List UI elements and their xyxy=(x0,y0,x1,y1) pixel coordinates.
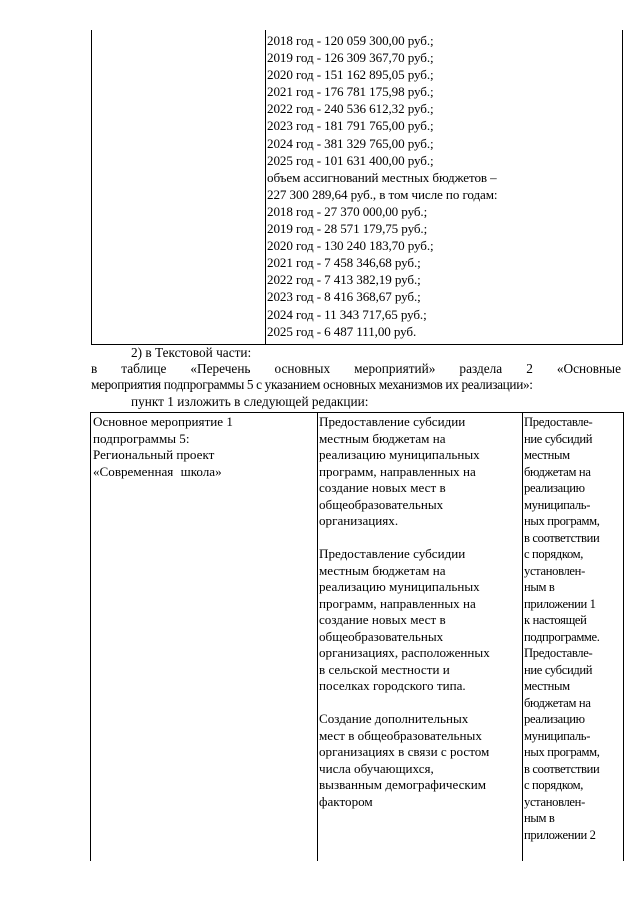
budget-line: 2024 год - 381 329 765,00 руб.; xyxy=(267,135,434,151)
budget-line: 2021 год - 7 458 346,68 руб.; xyxy=(267,255,421,271)
point-1-instruction: пункт 1 изложить в следующей редакции: xyxy=(131,394,369,409)
column-divider xyxy=(265,30,266,344)
event-line xyxy=(93,464,233,481)
description-line: общеобразовательных xyxy=(319,628,444,644)
mechanism-line: приложении 2 xyxy=(524,827,596,842)
mechanism-line: реализацию xyxy=(524,481,585,495)
mechanism-line: с порядком, xyxy=(524,778,584,792)
mechanism-line: ных программ, xyxy=(524,745,600,759)
description-line: Создание дополнительных xyxy=(319,711,469,726)
budget-line: 2020 год - 130 240 183,70 руб.; xyxy=(267,238,434,254)
event-line: Основное мероприятие 1 xyxy=(93,414,233,429)
mechanism-line: муниципаль- xyxy=(524,728,591,743)
event-line: подпрограммы 5: xyxy=(93,430,190,446)
description-line: программ, направленных на xyxy=(319,463,476,479)
budget-line: 2021 год - 176 781 175,98 руб.; xyxy=(267,84,434,100)
description-line: в сельской местности и xyxy=(319,661,450,677)
mechanism-line: ние субсидий xyxy=(524,431,593,446)
budget-line: 2025 год - 101 631 400,00 руб.; xyxy=(267,152,434,168)
budget-line: 2023 год - 181 791 765,00 руб.; xyxy=(267,118,434,134)
description-line: местным бюджетам на xyxy=(319,430,446,446)
event-line-part: школа» xyxy=(180,463,222,479)
budget-lines xyxy=(267,32,497,340)
description-line: реализацию муниципальных xyxy=(319,579,480,594)
description-line: вызванным демографическим xyxy=(319,777,487,792)
mechanism-line: ным в xyxy=(524,811,555,825)
description-line: поселках городского типа. xyxy=(319,678,466,693)
mechanism-line: приложении 1 xyxy=(524,596,596,611)
description-line: местным бюджетам на xyxy=(319,562,446,578)
description-line: создание новых мест в xyxy=(319,612,446,627)
mechanism-line: установлен- xyxy=(524,794,585,809)
event-line-part: «Современная xyxy=(93,463,174,479)
budget-line: 2022 год - 7 413 382,19 руб.; xyxy=(267,272,421,288)
mechanism-line: бюджетам на xyxy=(524,695,591,710)
mechanism-line: подпрограмме. xyxy=(524,629,600,644)
mechanism-line: бюджетам на xyxy=(524,464,591,479)
mechanism-line: местным xyxy=(524,448,570,462)
budget-line: 2023 год - 8 416 368,67 руб.; xyxy=(267,289,421,305)
mechanism-line: реализацию xyxy=(524,712,585,726)
description-line: числа обучающихся, xyxy=(319,760,434,776)
mechanism-line: ние субсидий xyxy=(524,662,593,677)
column-divider xyxy=(317,413,318,861)
mechanism-line: Предоставле- xyxy=(524,646,593,660)
description-line: программ, направленных на xyxy=(319,595,476,611)
description-line: фактором xyxy=(319,793,373,809)
mechanism-line: в соответствии xyxy=(524,530,600,545)
mechanism-line: ных программ, xyxy=(524,514,600,528)
budget-line: 227 300 289,64 руб., в том числе по годам: xyxy=(267,186,498,202)
description-line: организациях в связи с ростом xyxy=(319,744,490,759)
mechanism-line: с порядком, xyxy=(524,547,584,561)
mechanism-line: ным в xyxy=(524,580,555,594)
mechanism-line: муниципаль- xyxy=(524,497,591,512)
description-line: мест в общеобразовательных xyxy=(319,727,482,743)
event-line: Региональный проект xyxy=(93,447,215,462)
budget-line: 2024 год - 11 343 717,65 руб.; xyxy=(267,306,427,322)
budget-line: 2019 год - 126 309 367,70 руб.; xyxy=(267,50,434,66)
item-2-heading: 2) в Текстовой части: xyxy=(131,345,252,360)
description-line: Предоставление субсидии xyxy=(319,546,466,561)
budget-line: 2020 год - 151 162 895,05 руб.; xyxy=(267,67,434,83)
description-line: общеобразовательных xyxy=(319,496,444,512)
budget-line: объем ассигнований местных бюджетов – xyxy=(267,169,497,185)
description-line: создание новых мест в xyxy=(319,480,446,495)
description-block xyxy=(319,711,519,810)
budget-line: 2022 год - 240 536 612,32 руб.; xyxy=(267,101,434,117)
mechanism-cell xyxy=(524,414,622,843)
description-line: реализацию муниципальных xyxy=(319,447,480,462)
description-line: Предоставление субсидии xyxy=(319,414,466,429)
description-cell xyxy=(319,414,519,827)
table-intro-line-2: мероприятия подпрограммы 5 с указанием основных механизмов их реализации»: xyxy=(91,377,533,392)
budget-line: 2025 год - 6 487 111,00 руб. xyxy=(267,323,417,339)
mechanism-line: к настоящей xyxy=(524,613,587,627)
event-cell xyxy=(93,414,233,480)
table-intro-line-1: в таблице «Перечень основных мероприятий» раздела 2 «Основные xyxy=(91,361,621,376)
mechanism-line: Предоставле- xyxy=(524,415,593,429)
column-divider xyxy=(522,413,523,861)
description-line: организациях, расположенных xyxy=(319,645,490,660)
budget-table xyxy=(91,30,623,345)
events-table xyxy=(90,412,624,861)
budget-line: 2019 год - 28 571 179,75 руб.; xyxy=(267,221,428,237)
budget-line: 2018 год - 27 370 000,00 руб.; xyxy=(267,203,428,219)
mechanism-line: местным xyxy=(524,679,570,693)
description-line: организациях. xyxy=(319,513,399,528)
description-block xyxy=(319,414,519,530)
mechanism-line: в соответствии xyxy=(524,761,600,776)
mechanism-line: установлен- xyxy=(524,563,585,578)
budget-line: 2018 год - 120 059 300,00 руб.; xyxy=(267,33,434,48)
description-block xyxy=(319,546,519,695)
